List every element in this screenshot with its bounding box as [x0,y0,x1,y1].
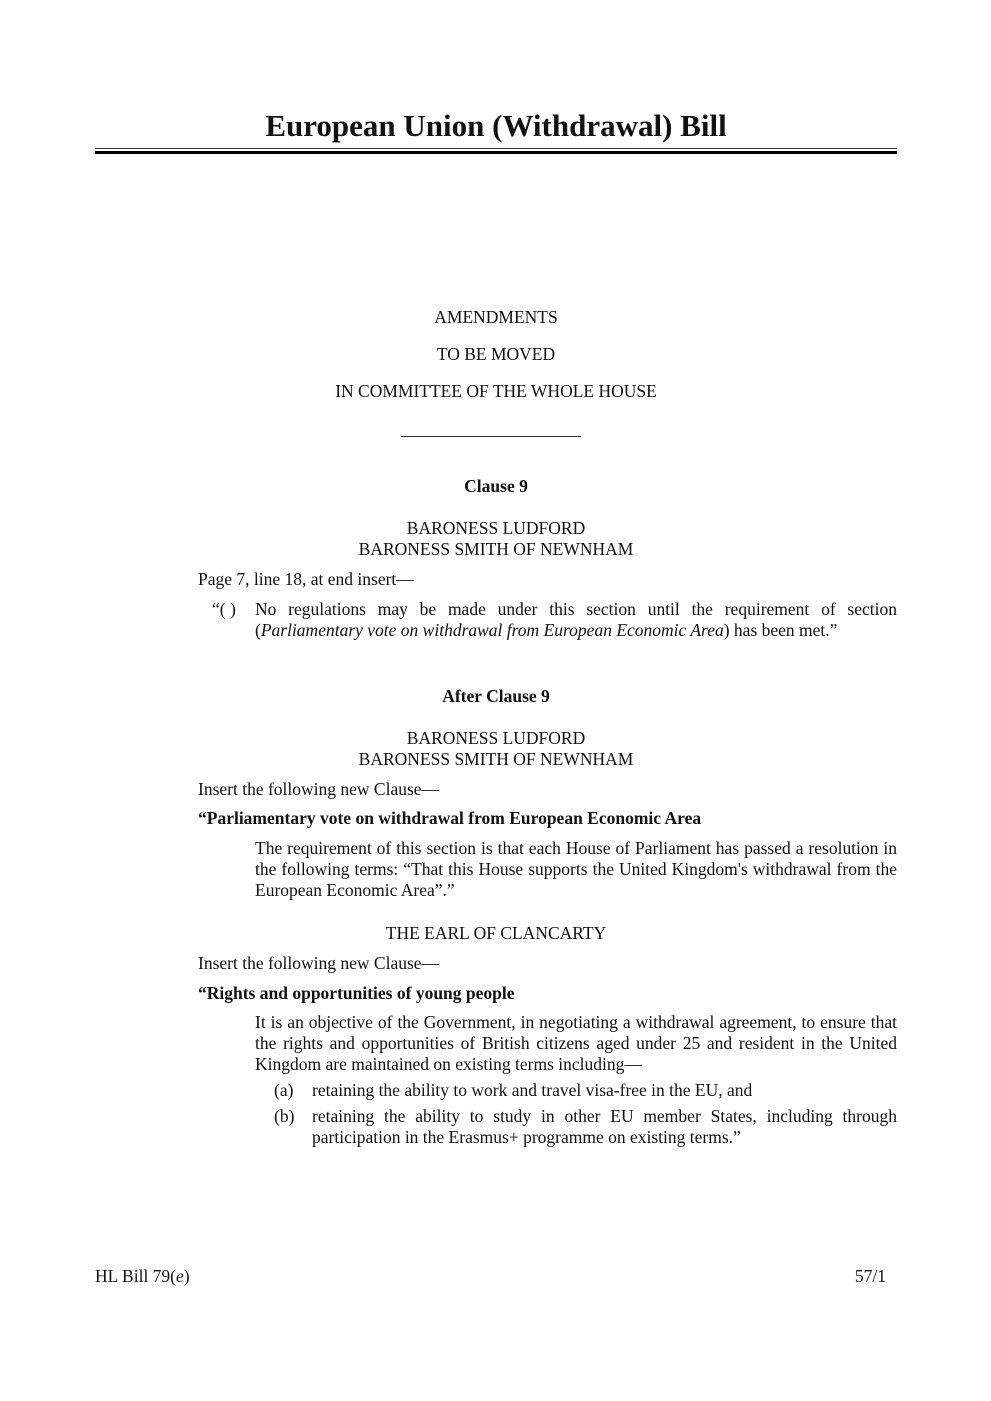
section-heading: Clause 9 [464,476,528,496]
item-text: retaining the ability to work and travel visa-free in the EU, and [312,1080,753,1100]
italic-ref: Parliamentary vote on withdrawal from European Economic Area [260,620,724,640]
mover: BARONESS SMITH OF NEWNHAM [358,539,634,559]
instruction: Page 7, line 18, at end insert— [198,569,414,589]
bill-number: HL Bill 79(e) [95,1266,190,1286]
section-heading: After Clause 9 [442,686,550,706]
bill-title: European Union (Withdrawal) Bill [265,108,727,143]
instruction: Insert the following new Clause— [198,953,440,973]
clause-number: “( ) [212,599,236,619]
mover: BARONESS SMITH OF NEWNHAM [358,749,634,769]
clause-title: “Rights and opportunities of young people [198,983,515,1003]
title-rule-thin [95,148,897,149]
intro-line: IN COMMITTEE OF THE WHOLE HOUSE [335,381,657,401]
list-item [274,1106,897,1148]
clause-title: “Parliamentary vote on withdrawal from European Economic Area [198,808,702,828]
list-item [274,1080,897,1101]
mover: BARONESS LUDFORD [406,728,586,748]
mover: BARONESS LUDFORD [406,518,586,538]
item-number: (a) [274,1080,294,1100]
amendment-text [212,599,897,641]
text: No regulations may be made under this section until the requirement of section ( [255,599,897,640]
clause-body: It is an objective of the Government, in negotiating a withdrawal agreement, to ensure that the rights and opportunities of British citizens aged under 25 and resident in the United Kingdom are maintained on existing terms including— [255,1012,897,1074]
separator [401,436,581,437]
text: ) has been met.” [723,620,838,640]
intro-line: AMENDMENTS [434,307,558,327]
item-text: retaining the ability to study in other EU member States, including through participation in the Erasmus+ programme on existing terms.” [312,1106,897,1147]
page-number: 57/1 [854,1266,886,1286]
intro-line: TO BE MOVED [436,344,556,364]
instruction: Insert the following new Clause— [198,779,440,799]
title-rule-thick [95,151,897,154]
clause-body: The requirement of this section is that each House of Parliament has passed a resolution in the following terms: “That this House supports the United Kingdom's withdrawal from the European Economic Area”.” [255,838,897,900]
item-number: (b) [274,1106,295,1126]
mover: THE EARL OF CLANCARTY [385,923,607,943]
